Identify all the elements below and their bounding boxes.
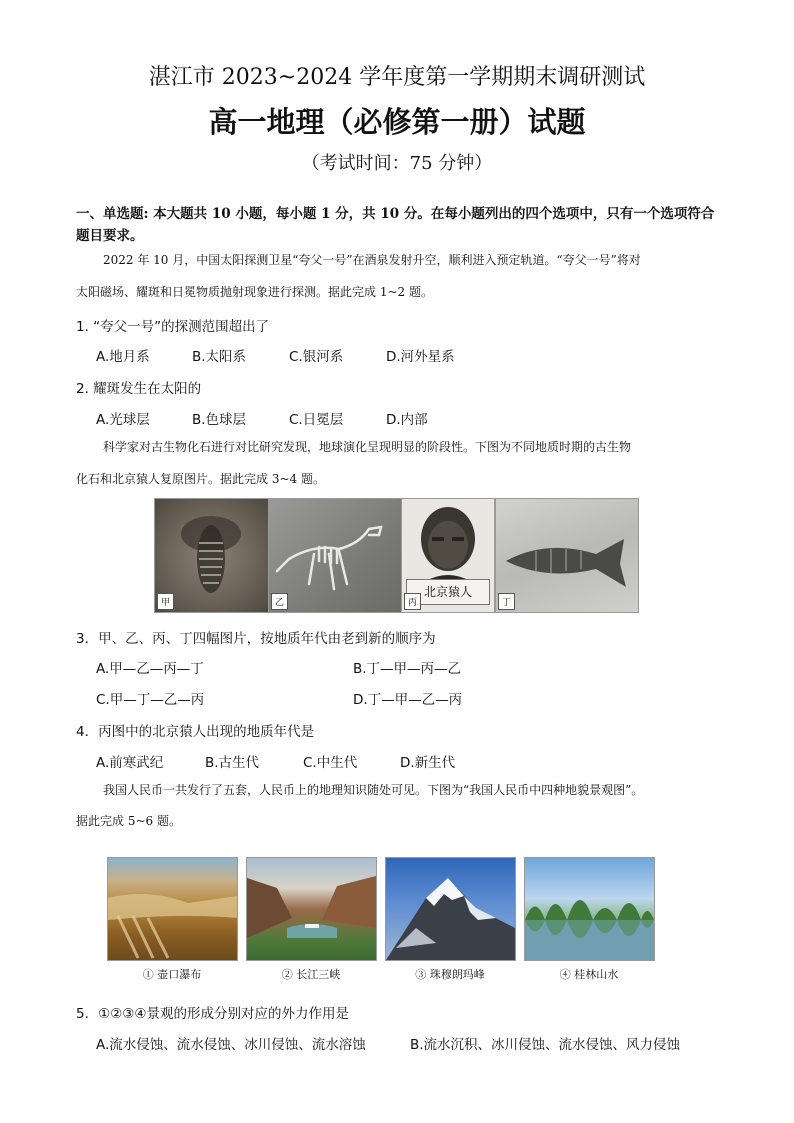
landscape-three-gorges	[246, 857, 377, 961]
fossil-image-yi	[268, 498, 402, 613]
question-5-stem: 5．①②③④景观的形成分别对应的外力作用是	[76, 1006, 349, 1022]
fossil-label-bing: 丙	[404, 593, 421, 610]
dinosaur-skeleton-icon	[269, 499, 401, 612]
fossil-image-jia	[154, 498, 269, 613]
peking-man-sign: 北京猿人	[406, 579, 490, 605]
material-2-line-2: 化石和北京猿人复原图片。据此完成 3~4 题。	[76, 472, 325, 486]
q1-option-c[interactable]: C.银河系	[289, 349, 344, 365]
q4-option-b[interactable]: B.古生代	[205, 755, 260, 771]
q2-option-b[interactable]: B.色球层	[192, 412, 247, 428]
material-1-line-1: 2022 年 10 月，中国太阳探测卫星“夸父一号”在酒泉发射升空，顺利进入预定轨道。“夸父一号”将对	[103, 253, 641, 267]
question-4-stem: 4．丙图中的北京猿人出现的地质年代是	[76, 724, 315, 740]
q5-option-a[interactable]: A.流水侵蚀、流水侵蚀、冰川侵蚀、流水溶蚀	[96, 1037, 366, 1053]
q2-option-c[interactable]: C.日冕层	[289, 412, 344, 428]
landscape-caption-4: ④ 桂林山水	[559, 968, 619, 981]
exam-header-line: 湛江市 2023~2024 学年度第一学期期末调研测试	[148, 65, 646, 90]
fossil-label-jia: 甲	[157, 593, 174, 610]
q3-option-c[interactable]: C.甲—丁—乙—丙	[96, 692, 205, 708]
q1-option-d[interactable]: D.河外星系	[386, 349, 455, 365]
landscape-guilin	[524, 857, 655, 961]
landscape-caption-3: ③ 珠穆朗玛峰	[415, 968, 485, 981]
q4-option-a[interactable]: A.前寒武纪	[96, 755, 164, 771]
q2-option-a[interactable]: A.光球层	[96, 412, 150, 428]
fossil-label-ding: 丁	[498, 593, 515, 610]
fish-fossil-icon	[496, 499, 638, 612]
question-1-stem: 1. “夸父一号”的探测范围超出了	[76, 319, 270, 335]
exam-title: 高一地理（必修第一册）试题	[208, 105, 586, 139]
q4-option-c[interactable]: C.中生代	[303, 755, 358, 771]
gorge-icon	[247, 858, 376, 960]
material-1-line-2: 太阳磁场、耀斑和日冕物质抛射现象进行探测。据此完成 1~2 题。	[76, 285, 433, 299]
question-2-stem: 2. 耀斑发生在太阳的	[76, 381, 202, 397]
fossil-image-ding	[495, 498, 639, 613]
material-3-line-2: 据此完成 5~6 题。	[76, 814, 181, 828]
q4-option-d[interactable]: D.新生代	[400, 755, 456, 771]
q5-option-b[interactable]: B.流水沉积、冰川侵蚀、流水侵蚀、风力侵蚀	[410, 1037, 681, 1053]
landscape-caption-2: ② 长江三峡	[281, 968, 341, 981]
waterfall-icon	[108, 858, 237, 960]
q3-option-b[interactable]: B.丁—甲—丙—乙	[353, 661, 462, 677]
mountain-peak-icon	[386, 858, 515, 960]
exam-time: （考试时间：75 分钟）	[301, 153, 493, 174]
q1-option-b[interactable]: B.太阳系	[192, 349, 247, 365]
landscape-caption-1: ① 壶口瀑布	[142, 968, 202, 981]
material-3-line-1: 我国人民币一共发行了五套，人民币上的地理知识随处可见。下图为“我国人民币中四种地貌景观图”。	[103, 783, 644, 797]
section-instruction: 一、单选题: 本大题共 10 小题，每小题 1 分，共 10 分。在每小题列出的四个选项中，只有一个选项符合题目要求。	[76, 206, 715, 244]
fossil-image-bing	[401, 498, 495, 613]
karst-hills-icon	[525, 858, 654, 960]
q3-option-d[interactable]: D.丁—甲—乙—丙	[353, 692, 463, 708]
landscape-everest	[385, 857, 516, 961]
q2-option-d[interactable]: D.内部	[386, 412, 428, 428]
material-2-line-1: 科学家对古生物化石进行对比研究发现，地球演化呈现明显的阶段性。下图为不同地质时期的古生物	[103, 440, 632, 454]
question-3-stem: 3．甲、乙、丙、丁四幅图片，按地质年代由老到新的顺序为	[76, 631, 436, 647]
fossil-label-yi: 乙	[271, 593, 288, 610]
q3-option-a[interactable]: A.甲—乙—丙—丁	[96, 661, 204, 677]
landscape-hukou-waterfall	[107, 857, 238, 961]
q1-option-a[interactable]: A.地月系	[96, 349, 150, 365]
